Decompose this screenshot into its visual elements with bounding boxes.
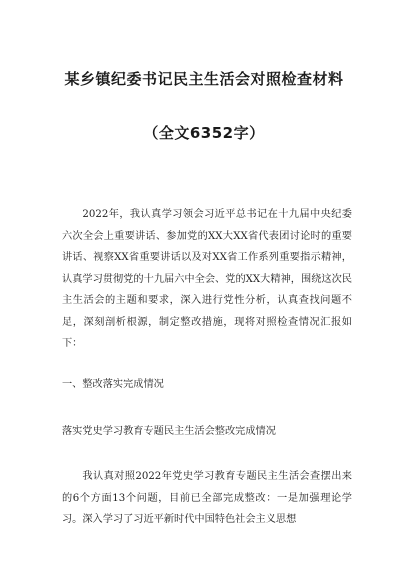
document-title: 某乡镇纪委书记民主生活会对照检查材料 — [64, 70, 344, 88]
document-subtitle: （全文6352字） — [143, 124, 265, 142]
body-paragraph-1: 2022年，我认真学习领会习近平总书记在十九届中央纪委六次全会上重要讲话、参加党的XX大XX省代表团讨论时的重要讲话、视察XX省重要讲话以及对XX省工作系列重要指示精神，认真学习贯彻党的十九届六中全会、党的XX大精神，围绕这次民主生活会的主题和要求，深入进行党性分析，认真查找问题不足，深刻剖析根源，制定整改措施，现将对照检查情况汇报如下： — [62, 209, 352, 349]
subsection-heading: 落实党史学习教育专题民主生活会整改完成情况 — [62, 426, 276, 437]
section-heading: 一、整改落实完成情况 — [62, 379, 164, 390]
body-paragraph-2: 我认真对照2022年党史学习教育专题民主生活会查摆出来的6个方面13个问题，目前已全部完成整改：一是加强理论学习。深入学习了习近平新时代中国特色社会主义思想 — [62, 471, 352, 525]
